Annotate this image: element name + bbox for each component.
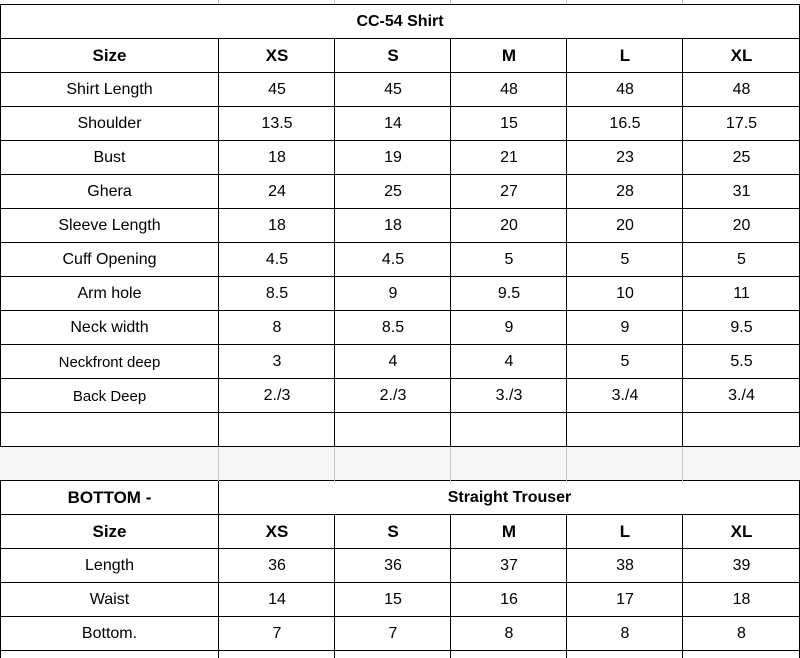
shirt-measure-value[interactable]: 18: [268, 217, 286, 234]
spacer-cell[interactable]: [451, 447, 567, 481]
shirt-size-m[interactable]: M: [501, 46, 517, 65]
shirt-measure-value[interactable]: 2./3: [379, 387, 407, 404]
bottom-measure-value[interactable]: 36: [268, 557, 286, 574]
grid-line: [0, 582, 800, 583]
grid-line: [0, 4, 800, 5]
grid-line: [0, 242, 800, 243]
shirt-measure-label[interactable]: Bust: [93, 149, 126, 166]
shirt-measure-value[interactable]: 27: [500, 183, 518, 200]
grid-line: [0, 514, 800, 515]
shirt-measure-value[interactable]: 3: [272, 353, 282, 370]
shirt-size-xs[interactable]: XS: [265, 46, 289, 65]
shirt-measure-value[interactable]: 25: [732, 149, 751, 166]
grid-line: [0, 174, 800, 175]
grid-line: [450, 39, 451, 447]
grid-line: [682, 515, 683, 658]
shirt-measure-value[interactable]: 9: [620, 319, 630, 336]
shirt-measure-value[interactable]: 48: [500, 81, 518, 98]
shirt-measure-label[interactable]: Neckfront deep: [58, 353, 161, 371]
shirt-measure-label[interactable]: Neck width: [70, 319, 149, 336]
shirt-measure-value[interactable]: 16.5: [609, 115, 641, 132]
shirt-measure-value[interactable]: 8.5: [265, 285, 289, 302]
grid-line: [0, 5, 1, 447]
bottom-title[interactable]: Straight Trouser: [447, 489, 572, 506]
shirt-measure-value[interactable]: 18: [268, 149, 286, 166]
grid-line: [0, 480, 800, 481]
shirt-measure-label[interactable]: Arm hole: [77, 285, 142, 302]
grid-line: [218, 39, 219, 447]
grid-line: [0, 650, 800, 651]
grid-line: [0, 208, 800, 209]
shirt-measure-label[interactable]: Ghera: [87, 183, 132, 200]
grid-line: [682, 447, 683, 481]
grid-line: [450, 515, 451, 658]
grid-line: [450, 447, 451, 481]
empty-cell[interactable]: [219, 413, 335, 447]
shirt-measure-value[interactable]: 9.5: [497, 285, 521, 302]
shirt-measure-value[interactable]: 20: [616, 217, 634, 234]
shirt-measure-value[interactable]: 17.5: [725, 115, 758, 132]
shirt-measure-value[interactable]: 19: [384, 149, 402, 166]
shirt-measure-value[interactable]: 10: [616, 285, 634, 302]
grid-line: [218, 447, 219, 481]
grid-line: [682, 39, 683, 447]
grid-line: [334, 515, 335, 658]
empty-cell[interactable]: [683, 413, 800, 447]
shirt-measure-value[interactable]: 24: [268, 183, 286, 200]
bottom-label[interactable]: BOTTOM -: [67, 488, 152, 507]
bottom-measure-value[interactable]: 8: [737, 625, 746, 642]
shirt-measure-value[interactable]: 9: [504, 319, 514, 336]
bottom-measure-label[interactable]: Waist: [89, 591, 130, 608]
shirt-title[interactable]: CC-54 Shirt: [356, 13, 444, 30]
bottom-measure-value[interactable]: 7: [272, 625, 282, 642]
shirt-measure-value[interactable]: 5: [737, 251, 746, 268]
shirt-measure-label[interactable]: Back Deep: [72, 387, 147, 405]
shirt-measure-value[interactable]: 20: [732, 217, 751, 234]
shirt-measure-value[interactable]: 9: [388, 285, 398, 302]
shirt-size-l[interactable]: L: [619, 46, 631, 65]
bottom-measure-value[interactable]: 16: [500, 591, 518, 608]
shirt-measure-label[interactable]: Shoulder: [77, 115, 142, 132]
shirt-measure-label[interactable]: Sleeve Length: [58, 217, 161, 234]
grid-line: [218, 481, 219, 658]
bottom-measure-label[interactable]: Length: [85, 557, 134, 574]
shirt-size-xl[interactable]: XL: [730, 46, 753, 65]
spacer-cell[interactable]: [683, 447, 800, 481]
grid-line: [566, 39, 567, 447]
shirt-measure-value[interactable]: 18: [384, 217, 402, 234]
shirt-measure-label[interactable]: Shirt Length: [66, 81, 153, 98]
shirt-measure-value[interactable]: 5: [504, 251, 514, 268]
shirt-measure-value[interactable]: 3./4: [611, 387, 639, 404]
bottom-measure-value[interactable]: 7: [388, 625, 398, 642]
shirt-measure-value[interactable]: 28: [616, 183, 634, 200]
bottom-measure-value[interactable]: 14: [268, 591, 286, 608]
bottom-size-header[interactable]: Size: [92, 522, 127, 541]
grid-line: [0, 378, 800, 379]
shirt-measure-value[interactable]: 8.5: [381, 319, 405, 336]
bottom-measure-value[interactable]: 18: [732, 591, 751, 608]
bottom-measure-value[interactable]: 17: [616, 591, 634, 608]
spacer-cell[interactable]: [219, 447, 335, 481]
grid-line: [0, 616, 800, 617]
shirt-measure-value[interactable]: 20: [500, 217, 518, 234]
empty-cell[interactable]: [335, 413, 451, 447]
shirt-measure-value[interactable]: 45: [384, 81, 402, 98]
bottom-size-m[interactable]: M: [501, 522, 517, 541]
empty-cell[interactable]: [567, 413, 683, 447]
grid-line: [0, 310, 800, 311]
shirt-measure-value[interactable]: 3./3: [495, 387, 523, 404]
shirt-measure-value[interactable]: 4: [388, 353, 398, 370]
grid-line: [334, 39, 335, 447]
bottom-size-xs[interactable]: XS: [265, 522, 289, 541]
shirt-measure-value[interactable]: 5.5: [730, 353, 753, 370]
empty-cell[interactable]: [0, 413, 219, 447]
grid-line: [0, 548, 800, 549]
shirt-measure-value[interactable]: 23: [616, 149, 634, 166]
grid-line: [0, 72, 800, 73]
shirt-measure-value[interactable]: 11: [733, 285, 750, 302]
shirt-size-s[interactable]: S: [387, 46, 399, 65]
spacer-cell[interactable]: [335, 447, 451, 481]
shirt-measure-value[interactable]: 3./4: [728, 387, 755, 404]
grid-line: [0, 446, 800, 447]
shirt-measure-label[interactable]: Cuff Opening: [62, 251, 157, 268]
bottom-size-xl[interactable]: XL: [730, 522, 753, 541]
bottom-measure-value[interactable]: 8: [504, 625, 514, 642]
grid-line: [334, 447, 335, 481]
shirt-measure-value[interactable]: 5: [620, 251, 630, 268]
bottom-measure-value[interactable]: 15: [384, 591, 402, 608]
shirt-measure-value[interactable]: 48: [616, 81, 634, 98]
shirt-measure-value[interactable]: 31: [732, 183, 751, 200]
shirt-measure-value[interactable]: 45: [268, 81, 286, 98]
shirt-measure-value[interactable]: 25: [384, 183, 402, 200]
bottom-measure-value[interactable]: 8: [620, 625, 630, 642]
bottom-size-s[interactable]: S: [387, 522, 399, 541]
shirt-measure-value[interactable]: 48: [732, 81, 751, 98]
shirt-measure-value[interactable]: 4.5: [381, 251, 405, 268]
bottom-measure-value[interactable]: 39: [732, 557, 751, 574]
grid-line: [0, 344, 800, 345]
spacer-cell[interactable]: [567, 447, 683, 481]
shirt-measure-value[interactable]: 21: [500, 149, 518, 166]
bottom-measure-value[interactable]: 36: [384, 557, 402, 574]
grid-line: [0, 106, 800, 107]
spacer-cell[interactable]: [0, 447, 219, 481]
shirt-measure-value[interactable]: 2./3: [263, 387, 291, 404]
grid-line: [0, 38, 800, 39]
grid-line: [0, 276, 800, 277]
shirt-measure-value[interactable]: 4: [504, 353, 514, 370]
grid-line: [0, 412, 800, 413]
grid-line: [0, 140, 800, 141]
bottom-size-l[interactable]: L: [619, 522, 631, 541]
bottom-measure-value[interactable]: 38: [616, 557, 634, 574]
bottom-measure-value[interactable]: 37: [500, 557, 518, 574]
empty-cell[interactable]: [451, 413, 567, 447]
shirt-measure-value[interactable]: 8: [272, 319, 282, 336]
grid-line: [0, 481, 1, 658]
grid-line: [566, 447, 567, 481]
shirt-measure-value[interactable]: 5: [620, 353, 630, 370]
bottom-measure-label[interactable]: Bottom.: [81, 625, 138, 642]
shirt-measure-value[interactable]: 14: [384, 115, 402, 132]
grid-line: [566, 515, 567, 658]
shirt-size-header[interactable]: Size: [92, 46, 127, 65]
shirt-measure-value[interactable]: 9.5: [730, 319, 753, 336]
shirt-measure-value[interactable]: 15: [500, 115, 518, 132]
shirt-measure-value[interactable]: 13.5: [261, 115, 293, 132]
shirt-measure-value[interactable]: 4.5: [265, 251, 289, 268]
